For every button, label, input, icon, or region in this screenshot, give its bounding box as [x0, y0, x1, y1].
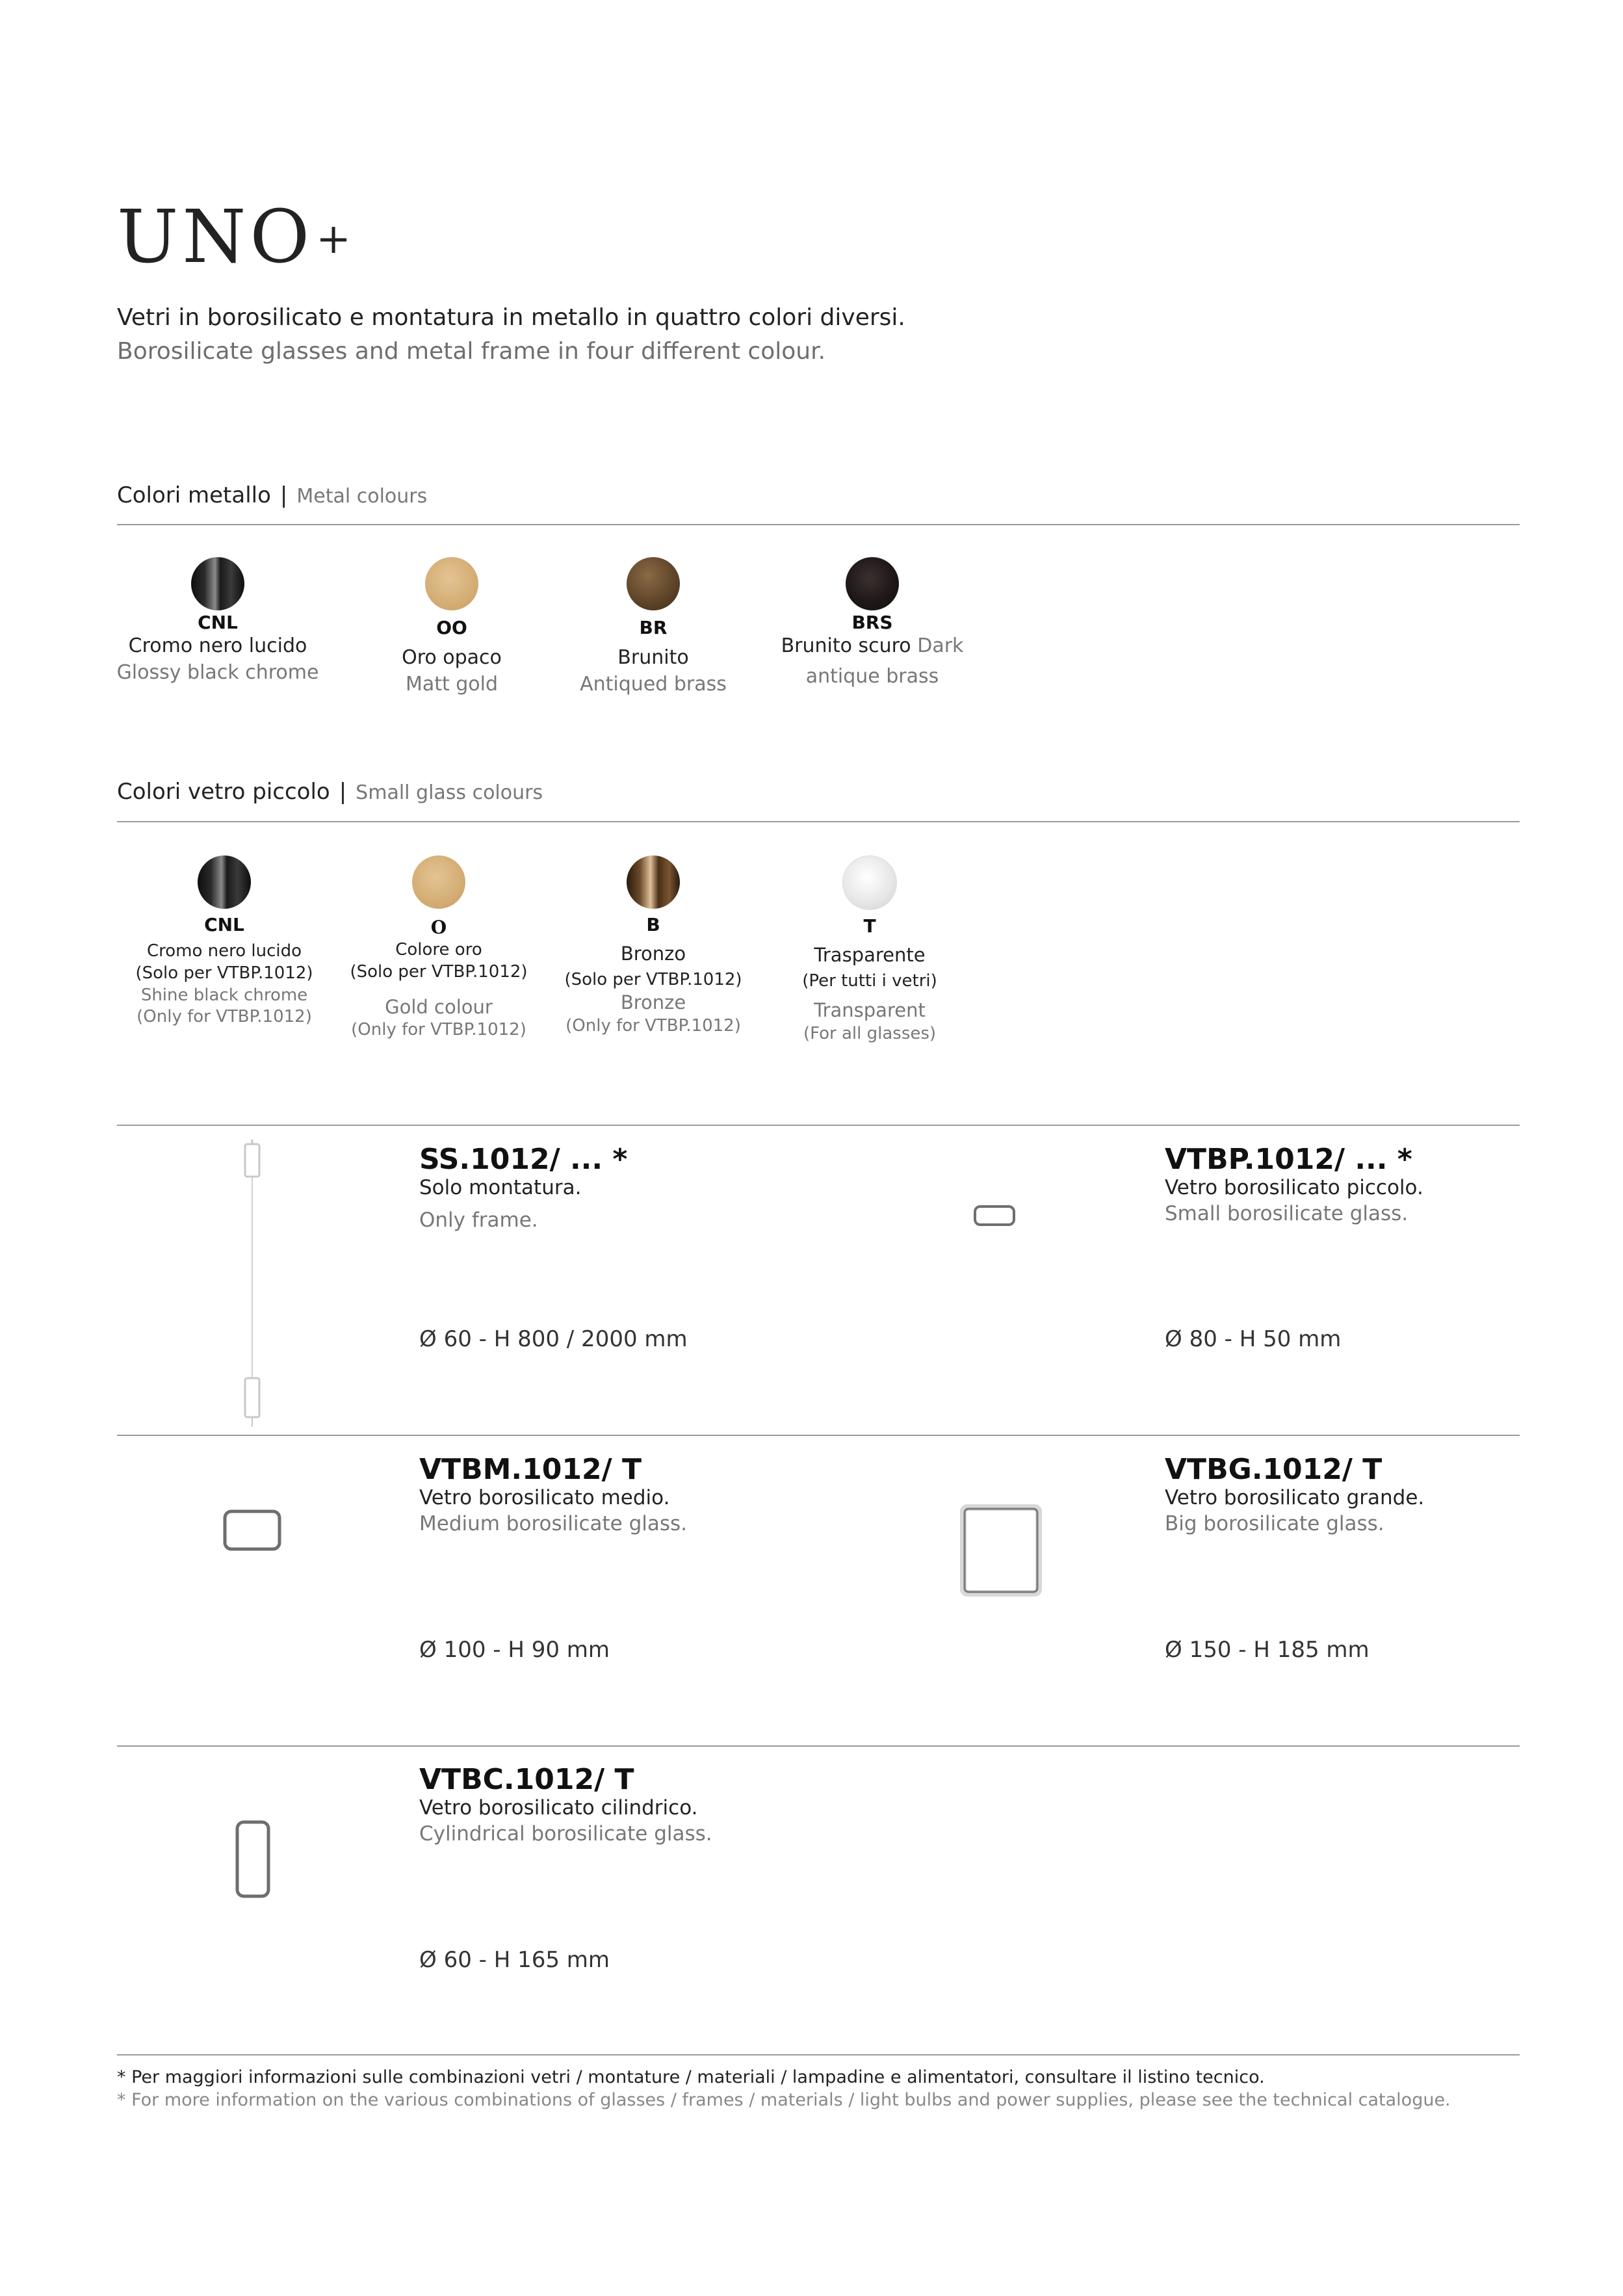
colour-dot — [627, 855, 680, 909]
colour-name-it: Brunito — [617, 646, 689, 669]
colour-name-en: Bronze — [620, 991, 686, 1014]
title-text: UNO — [117, 195, 314, 280]
intro-english: Borosilicate glasses and metal frame in four different colour. — [117, 338, 826, 365]
colour-note-en: (Only for VTBP.1012) — [351, 1020, 526, 1040]
colour-note-it: (Per tutti i vetri) — [802, 971, 937, 991]
colour-name-en: Gold colour — [385, 995, 493, 1018]
product-code: VTBP.1012/ ... * — [1165, 1143, 1412, 1176]
cylindrical-glass-image — [231, 1817, 276, 1901]
metal-colours-heading — [117, 482, 427, 510]
colour-code: OO — [436, 617, 467, 638]
footnote-italian: * Per maggiori informazioni sulle combinazioni vetri / montature / materiali / lampadine e alimentatori, consultare il listino tecnico. — [117, 2067, 1265, 2087]
colour-code: BR — [639, 617, 668, 638]
colour-dot — [842, 855, 897, 910]
colour-name-it: Oro opaco — [402, 646, 502, 669]
heading-separator: | — [339, 779, 347, 805]
big-glass-image — [955, 1498, 1046, 1602]
colour-name-it: Colore oro — [395, 940, 482, 959]
colour-code: CNL — [204, 914, 244, 935]
colour-name-it: Cromo nero lucido — [146, 941, 302, 961]
colour-code: T — [863, 915, 876, 937]
footnote-english: * For more information on the various combinations of glasses / frames / materials / light bulbs and power supplies, please see the technical catalogue. — [117, 2090, 1451, 2110]
product-name-en: Cylindrical borosilicate glass. — [419, 1822, 712, 1846]
colour-note-it: (Solo per VTBP.1012) — [135, 963, 313, 983]
glass-swatch-cnl — [117, 855, 331, 1028]
product-ss1012 — [419, 1143, 627, 1232]
product-code: VTBG.1012/ T — [1165, 1453, 1383, 1486]
product-dimensions: Ø 150 - H 185 mm — [1165, 1637, 1370, 1663]
intro-italian: Vetri in borosilicato e montatura in metallo in quattro colori diversi. — [117, 304, 905, 331]
colour-dot — [627, 557, 680, 610]
glass-colours-heading — [117, 779, 543, 807]
glass-swatch-b — [546, 855, 760, 1037]
heading-separator: | — [279, 482, 288, 508]
colour-name-it: Bronzo — [620, 943, 686, 965]
product-dimensions: Ø 60 - H 165 mm — [419, 1947, 610, 1973]
colour-dot — [412, 855, 465, 909]
colour-name-en: antique brass — [805, 664, 939, 688]
title-plus: + — [316, 215, 355, 263]
colour-name-en: Shine black chrome — [140, 985, 308, 1005]
colour-code: BRS — [851, 612, 893, 633]
metal-swatch-brs — [742, 557, 1002, 690]
colour-dot — [846, 557, 899, 610]
product-name-en: Big borosilicate glass. — [1165, 1512, 1384, 1535]
colour-note-en: (Only for VTBP.1012) — [565, 1016, 741, 1036]
colour-code: CNL — [198, 612, 238, 633]
frame-pendant-image — [227, 1138, 279, 1430]
page-title — [117, 195, 355, 280]
glass-swatch-t — [762, 855, 977, 1045]
product-name-it: Vetro borosilicato grande. — [1165, 1486, 1425, 1509]
product-code: VTBM.1012/ T — [419, 1453, 642, 1486]
product-code: SS.1012/ ... * — [419, 1143, 628, 1176]
colour-note-it: (Solo per VTBP.1012) — [350, 961, 528, 982]
colour-name-en: Transparent — [814, 999, 926, 1022]
product-vtbc1012 — [419, 1763, 712, 1846]
product-dimensions: Ø 80 - H 50 mm — [1165, 1326, 1342, 1352]
colour-dot — [198, 855, 251, 909]
colour-name-en: Antiqued brass — [580, 672, 727, 696]
colour-name-en: Glossy black chrome — [116, 660, 319, 684]
colour-code: O — [430, 917, 447, 938]
divider — [117, 821, 1520, 822]
colour-name-en: Matt gold — [405, 672, 499, 696]
colour-note-en: (Only for VTBP.1012) — [136, 1007, 312, 1027]
colour-code: B — [646, 914, 660, 935]
colour-note-en: (For all glasses) — [803, 1024, 937, 1044]
product-vtbm1012 — [419, 1453, 687, 1535]
heading-en: Small glass colours — [356, 781, 543, 804]
divider — [117, 1125, 1520, 1126]
medium-glass-image — [221, 1505, 286, 1557]
colour-name-it-text: Brunito scuro — [781, 634, 911, 657]
product-dimensions: Ø 100 - H 90 mm — [419, 1637, 610, 1663]
heading-it: Colori metallo — [117, 482, 271, 508]
product-name-it: Vetro borosilicato piccolo. — [1165, 1176, 1423, 1199]
colour-dot — [425, 557, 478, 610]
divider — [117, 524, 1520, 525]
small-glass-image — [972, 1203, 1018, 1229]
heading-it: Colori vetro piccolo — [117, 779, 330, 805]
product-name-en: Only frame. — [419, 1208, 538, 1232]
colour-name-it: Cromo nero lucido — [128, 634, 307, 657]
product-vtbp1012 — [1165, 1143, 1423, 1225]
divider — [117, 1435, 1520, 1436]
product-name-en: Small borosilicate glass. — [1165, 1202, 1409, 1225]
product-name-it: Solo montatura. — [419, 1176, 582, 1199]
heading-en: Metal colours — [296, 485, 428, 508]
product-name-it: Vetro borosilicato cilindrico. — [419, 1796, 698, 1820]
divider — [117, 1745, 1520, 1747]
colour-note-it: (Solo per VTBP.1012) — [564, 969, 742, 989]
metal-swatch-cnl — [88, 557, 348, 686]
product-name-en: Medium borosilicate glass. — [419, 1512, 688, 1535]
product-name-it: Vetro borosilicato medio. — [419, 1486, 670, 1509]
colour-dot — [191, 557, 244, 610]
colour-name-it: Trasparente — [814, 944, 926, 966]
glass-swatch-o — [331, 855, 546, 1041]
product-code: VTBC.1012/ T — [419, 1763, 634, 1796]
colour-name-it — [742, 633, 1002, 660]
product-dimensions: Ø 60 - H 800 / 2000 mm — [419, 1326, 688, 1352]
divider — [117, 2054, 1520, 2055]
product-vtbg1012 — [1165, 1453, 1424, 1535]
colour-name-en-inline: Dark — [917, 634, 964, 657]
